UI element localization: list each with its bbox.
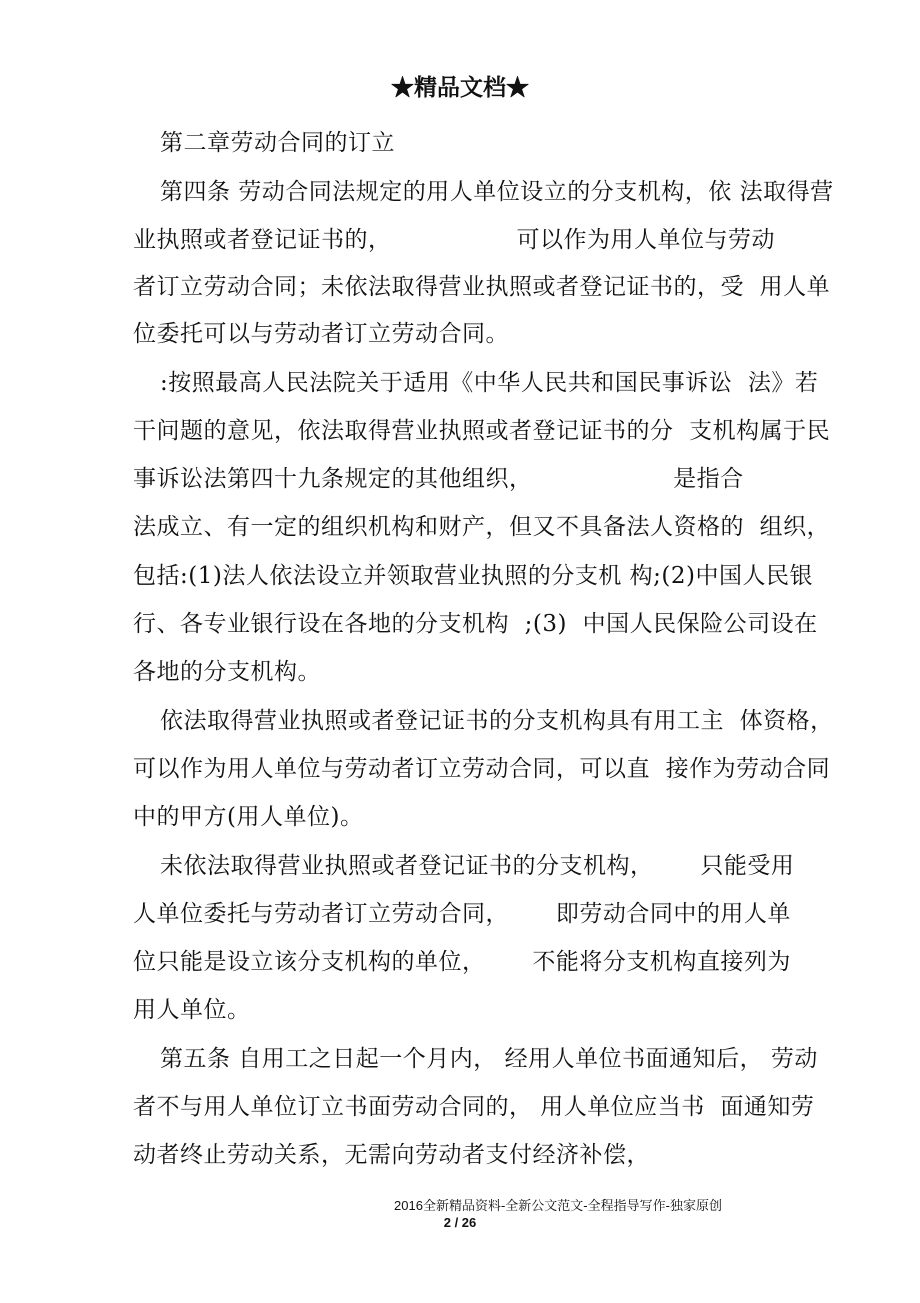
paragraph-line: 用人单位。 xyxy=(133,997,251,1023)
paragraph-line: 可以作为用人单位与劳动者订立劳动合同，可以直 接作为劳动合同 xyxy=(133,756,831,782)
chapter-heading: 第二章劳动合同的订立 xyxy=(160,130,395,156)
paragraph-line: 位委托可以与劳动者订立劳动合同。 xyxy=(133,321,509,347)
paragraph-line: 法成立、有一定的组织机构和财产，但又不具备法人资格的 组织， xyxy=(133,514,831,540)
paragraph-line: 中的甲方(用人单位)。 xyxy=(133,804,364,830)
paragraph-line: 依法取得营业执照或者登记证书的分支机构具有用工主 体资格， xyxy=(160,708,834,734)
paragraph-line: 行、各专业银行设在各地的分支机构 ;(3) 中国人民保险公司设在 xyxy=(133,611,818,637)
paragraph-line: 位只能是设立该分支机构的单位， 不能将分支机构直接列为 xyxy=(133,949,791,975)
document-header-title: ★精品文档★ xyxy=(391,74,529,101)
page-number: 2 / 26 xyxy=(443,1215,477,1230)
paragraph-line: 业执照或者登记证书的， 可以作为用人单位与劳动 xyxy=(133,227,775,253)
footer-promo-text: 2016全新精品资料-全新公文范文-全程指导写作-独家原创 xyxy=(394,1198,722,1213)
paragraph-line: 包括:(1)法人依法设立并领取营业执照的分支机 构;(2)中国人民银 xyxy=(133,563,813,589)
paragraph-line: :按照最高人民法院关于适用《中华人民共和国民事诉讼 法》若 xyxy=(160,370,819,396)
paragraph-line: 动者终止劳动关系，无需向劳动者支付经济补偿， xyxy=(133,1142,650,1168)
paragraph-line: 者不与用人单位订立书面劳动合同的， 用人单位应当书 面通知劳 xyxy=(133,1094,815,1120)
paragraph-line: 第五条 自用工之日起一个月内， 经用人单位书面通知后， 劳动 xyxy=(160,1046,818,1072)
paragraph-line: 人单位委托与劳动者订立劳动合同， 即劳动合同中的用人单 xyxy=(133,901,791,927)
paragraph-line: 干问题的意见，依法取得营业执照或者登记证书的分 支机构属于民 xyxy=(133,418,831,444)
paragraph-line: 各地的分支机构。 xyxy=(133,659,321,685)
paragraph-line: 第四条 劳动合同法规定的用人单位设立的分支机构，依 法取得营 xyxy=(160,179,834,205)
paragraph-line: 未依法取得营业执照或者登记证书的分支机构， 只能受用 xyxy=(160,853,795,879)
paragraph-line: 者订立劳动合同；未依法取得营业执照或者登记证书的，受 用人单 xyxy=(133,274,831,300)
paragraph-line: 事诉讼法第四十九条规定的其他组织， 是指合 xyxy=(133,466,744,492)
